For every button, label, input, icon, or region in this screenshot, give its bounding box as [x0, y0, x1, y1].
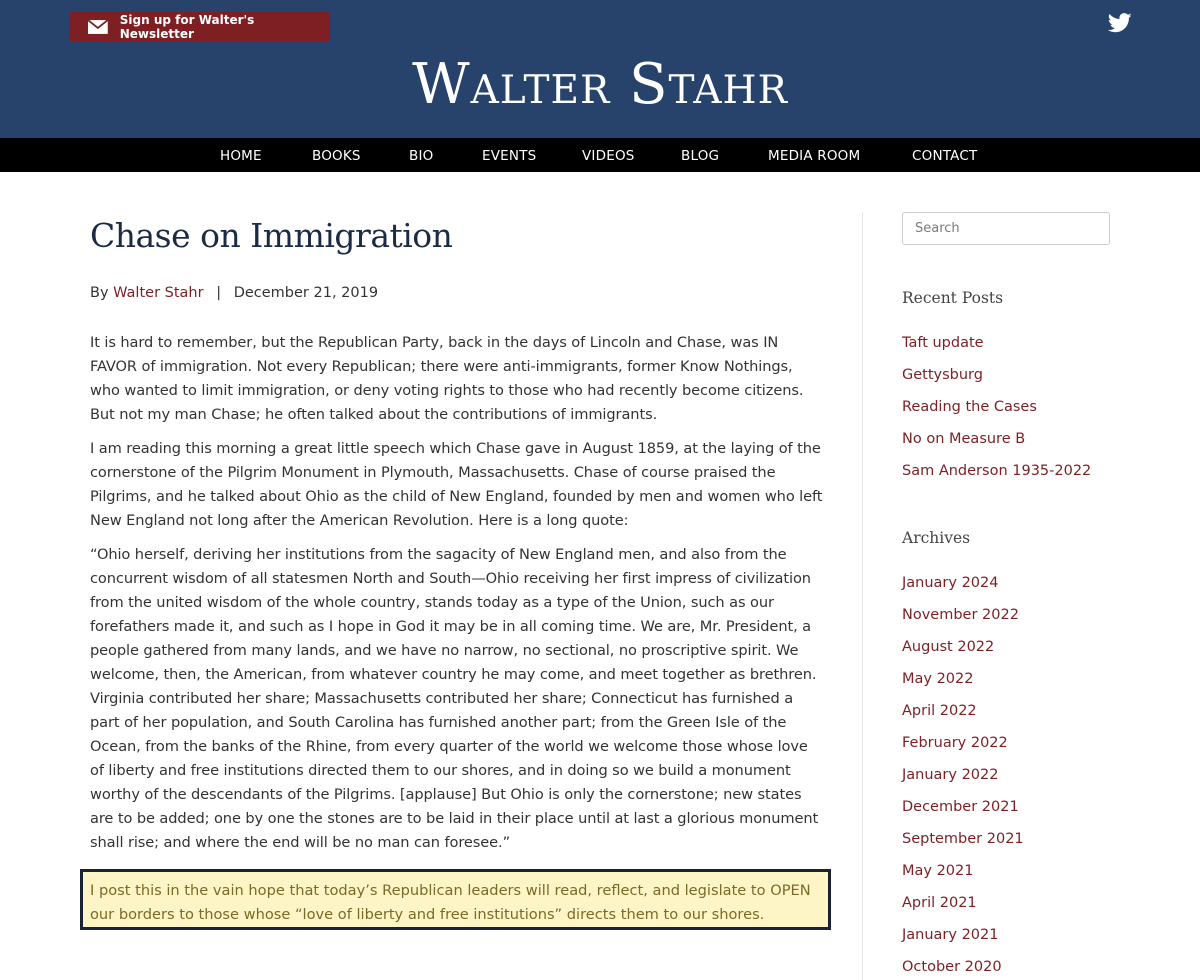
post-paragraph: It is hard to remember, but the Republican Party, back in the days of Lincoln and Chase, was IN FAVOR of immigration. Not every Republican; there were anti-immigrants, former Know Nothings, who wanted to limit immigration, or deny voting rights to those who had recently become citizens. But not my man Chase; he often talked about the contributions of immigrants. — [90, 334, 804, 423]
archive-link[interactable]: August 2022 — [902, 639, 995, 655]
archive-item — [902, 791, 1112, 823]
archive-item — [902, 631, 1112, 663]
recent-posts-list — [902, 327, 1112, 487]
archive-link[interactable]: April 2021 — [902, 895, 977, 911]
nav-item-videos[interactable]: VIDEOS — [582, 148, 635, 164]
recent-post-link[interactable]: No on Measure B — [902, 431, 1026, 447]
nav-item-contact[interactable]: CONTACT — [912, 148, 978, 164]
archive-item — [902, 727, 1112, 759]
recent-post-item — [902, 423, 1112, 455]
twitter-icon[interactable] — [1108, 13, 1132, 33]
archive-item — [902, 823, 1112, 855]
post-title: Chase on Immigration — [90, 216, 453, 255]
recent-post-link[interactable]: Sam Anderson 1935-2022 — [902, 463, 1092, 479]
archive-item — [902, 855, 1112, 887]
search-input[interactable] — [902, 212, 1110, 245]
recent-post-link[interactable]: Gettysburg — [902, 367, 983, 383]
recent-post-item — [902, 359, 1112, 391]
post-main — [90, 212, 830, 865]
archive-item — [902, 695, 1112, 727]
archive-link[interactable]: October 2020 — [902, 959, 1002, 975]
post-meta — [90, 283, 830, 303]
archive-link[interactable]: February 2022 — [902, 735, 1008, 751]
archive-link[interactable]: November 2022 — [902, 607, 1019, 623]
archive-link[interactable]: May 2021 — [902, 863, 974, 879]
site-header — [0, 0, 1200, 138]
archive-item — [902, 599, 1112, 631]
nav-item-books[interactable]: BOOKS — [312, 148, 361, 164]
archive-link[interactable]: September 2021 — [902, 831, 1024, 847]
archive-item — [902, 951, 1112, 980]
envelope-icon — [88, 20, 108, 34]
main-nav — [0, 138, 1200, 172]
post-paragraph: I am reading this morning a great little speech which Chase gave in August 1859, at the laying of the cornerstone of the Pilgrim Monument in Plymouth, Massachusetts. Chase of course praised the Pilgrims, and he talked about Ohio as the child of New England, founded by men and women who left New England not long after the American Revolution. Here is a long quote: — [90, 440, 823, 529]
archive-link[interactable]: May 2022 — [902, 671, 974, 687]
nav-item-blog[interactable]: BLOG — [681, 148, 720, 164]
nav-item-media-room[interactable]: MEDIA ROOM — [768, 148, 861, 164]
archive-link[interactable]: December 2021 — [902, 799, 1019, 815]
archive-link[interactable]: January 2024 — [902, 575, 999, 591]
post-quote: “Ohio herself, deriving her institutions from the sagacity of New England men, and also from the concurrent wisdom of all statesmen North and South—Ohio receiving her first impress of civilization from the united wisdom of the whole country, stands today as a type of the Union, such as our forefathers made it, and such as I hope in God it may be in all coming time. We are, Mr. President, a people gathered from many lands, and we have no narrow, no sectional, no proscriptive spirit. We welcome, then, the American, from whatever country he may come, and meet together as brethren. Virginia contributed her share; Massachusetts contributed her share; Connecticut has furnished a part of her population, and South Carolina has furnished another part; from the Green Isle of the Ocean, from the banks of the Rhine, from every quarter of the world we welcome those whose love of liberty and free institutions directed them to our shores, and in doing so we build a monument worthy of the descendants of the Pilgrims. [applause] But Ohio is only the cornerstone; new states are to be added; one by one the stones are to be laid in their place until at last a glorious monument shall rise; and where the end will be no man can foresee.” — [90, 546, 819, 851]
recent-post-item — [902, 455, 1112, 487]
archive-item — [902, 567, 1112, 599]
post-content — [90, 331, 825, 855]
recent-post-item — [902, 327, 1112, 359]
recent-post-link[interactable]: Taft update — [902, 335, 984, 351]
post-by-label: By — [90, 285, 109, 301]
sidebar-divider — [862, 212, 863, 980]
archive-link[interactable]: April 2022 — [902, 703, 977, 719]
archive-item — [902, 919, 1112, 951]
newsletter-signup-button[interactable] — [70, 12, 330, 42]
archive-link[interactable]: January 2021 — [902, 927, 999, 943]
archives-list — [902, 567, 1112, 980]
post-callout: I post this in the vain hope that today’s Republican leaders will read, reflect, and legislate to OPEN our borders to those whose “love of liberty and free institutions” directs them to our shores. — [80, 869, 831, 930]
nav-item-home[interactable]: HOME — [220, 148, 262, 164]
site-logo[interactable]: Walter Stahr — [412, 52, 788, 117]
recent-post-link[interactable]: Reading the Cases — [902, 399, 1037, 415]
archive-item — [902, 759, 1112, 791]
nav-item-events[interactable]: EVENTS — [482, 148, 537, 164]
archive-item — [902, 663, 1112, 695]
post-date: December 21, 2019 — [233, 285, 379, 301]
sidebar — [902, 212, 1112, 980]
archives-title: Archives — [902, 529, 971, 547]
post-author-link[interactable]: Walter Stahr — [113, 285, 204, 301]
archive-item — [902, 887, 1112, 919]
newsletter-signup-label: Sign up for Walter's Newsletter — [119, 13, 255, 41]
archive-link[interactable]: January 2022 — [902, 767, 999, 783]
nav-item-bio[interactable]: BIO — [409, 148, 434, 164]
recent-post-item — [902, 391, 1112, 423]
recent-posts-title: Recent Posts — [902, 289, 1004, 307]
meta-separator: | — [216, 285, 222, 301]
